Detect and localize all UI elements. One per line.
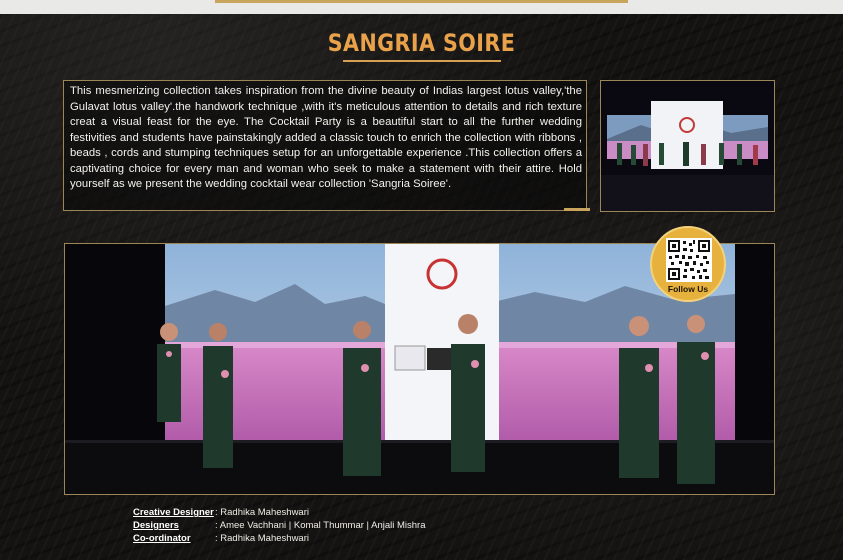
page-title: SANGRIA SOIRE (327, 29, 516, 57)
credit-label: Co-ordinator (133, 533, 191, 544)
follow-us-label: Follow Us (667, 284, 709, 294)
top-band (0, 0, 843, 14)
description-panel (63, 80, 587, 211)
title-underline (343, 60, 501, 62)
description-text: This mesmerizing collection takes inspiration from the divine beauty of Indias largest lotus valley,'the Gulavat lotus valley'.the handwork technique ,with it's meticulous attention to details and rich texture creat a visual feast for the eye. The Cocktail Party is a beautiful start to all the further wedding festivities and students have painstakingly added a classic touch to enrich the collection with ribbons , beads , cords and stumping techniques setup for an unforgettable experience .This collection offers a captivating choice for every man and woman who seek to make a statement with their attire. Hold yourself as we present the wedding cocktail wear collection 'Sangria Soiree'. (70, 85, 582, 190)
qr-follow-badge[interactable] (650, 226, 726, 302)
top-gold-strip (215, 0, 628, 3)
credit-label: Creative Designer (133, 507, 214, 518)
credit-value: : Radhika Maheshwari (215, 533, 309, 544)
stage-photo-small-image (601, 81, 774, 211)
credit-value: : Amee Vachhani | Komal Thummar | Anjali Mishra (215, 520, 426, 531)
qr-code-icon (666, 238, 712, 282)
stage-photo-small (600, 80, 775, 212)
credit-value: : Radhika Maheshwari (215, 507, 309, 518)
credit-label: Designers (133, 520, 179, 531)
corner-accent (564, 208, 590, 211)
